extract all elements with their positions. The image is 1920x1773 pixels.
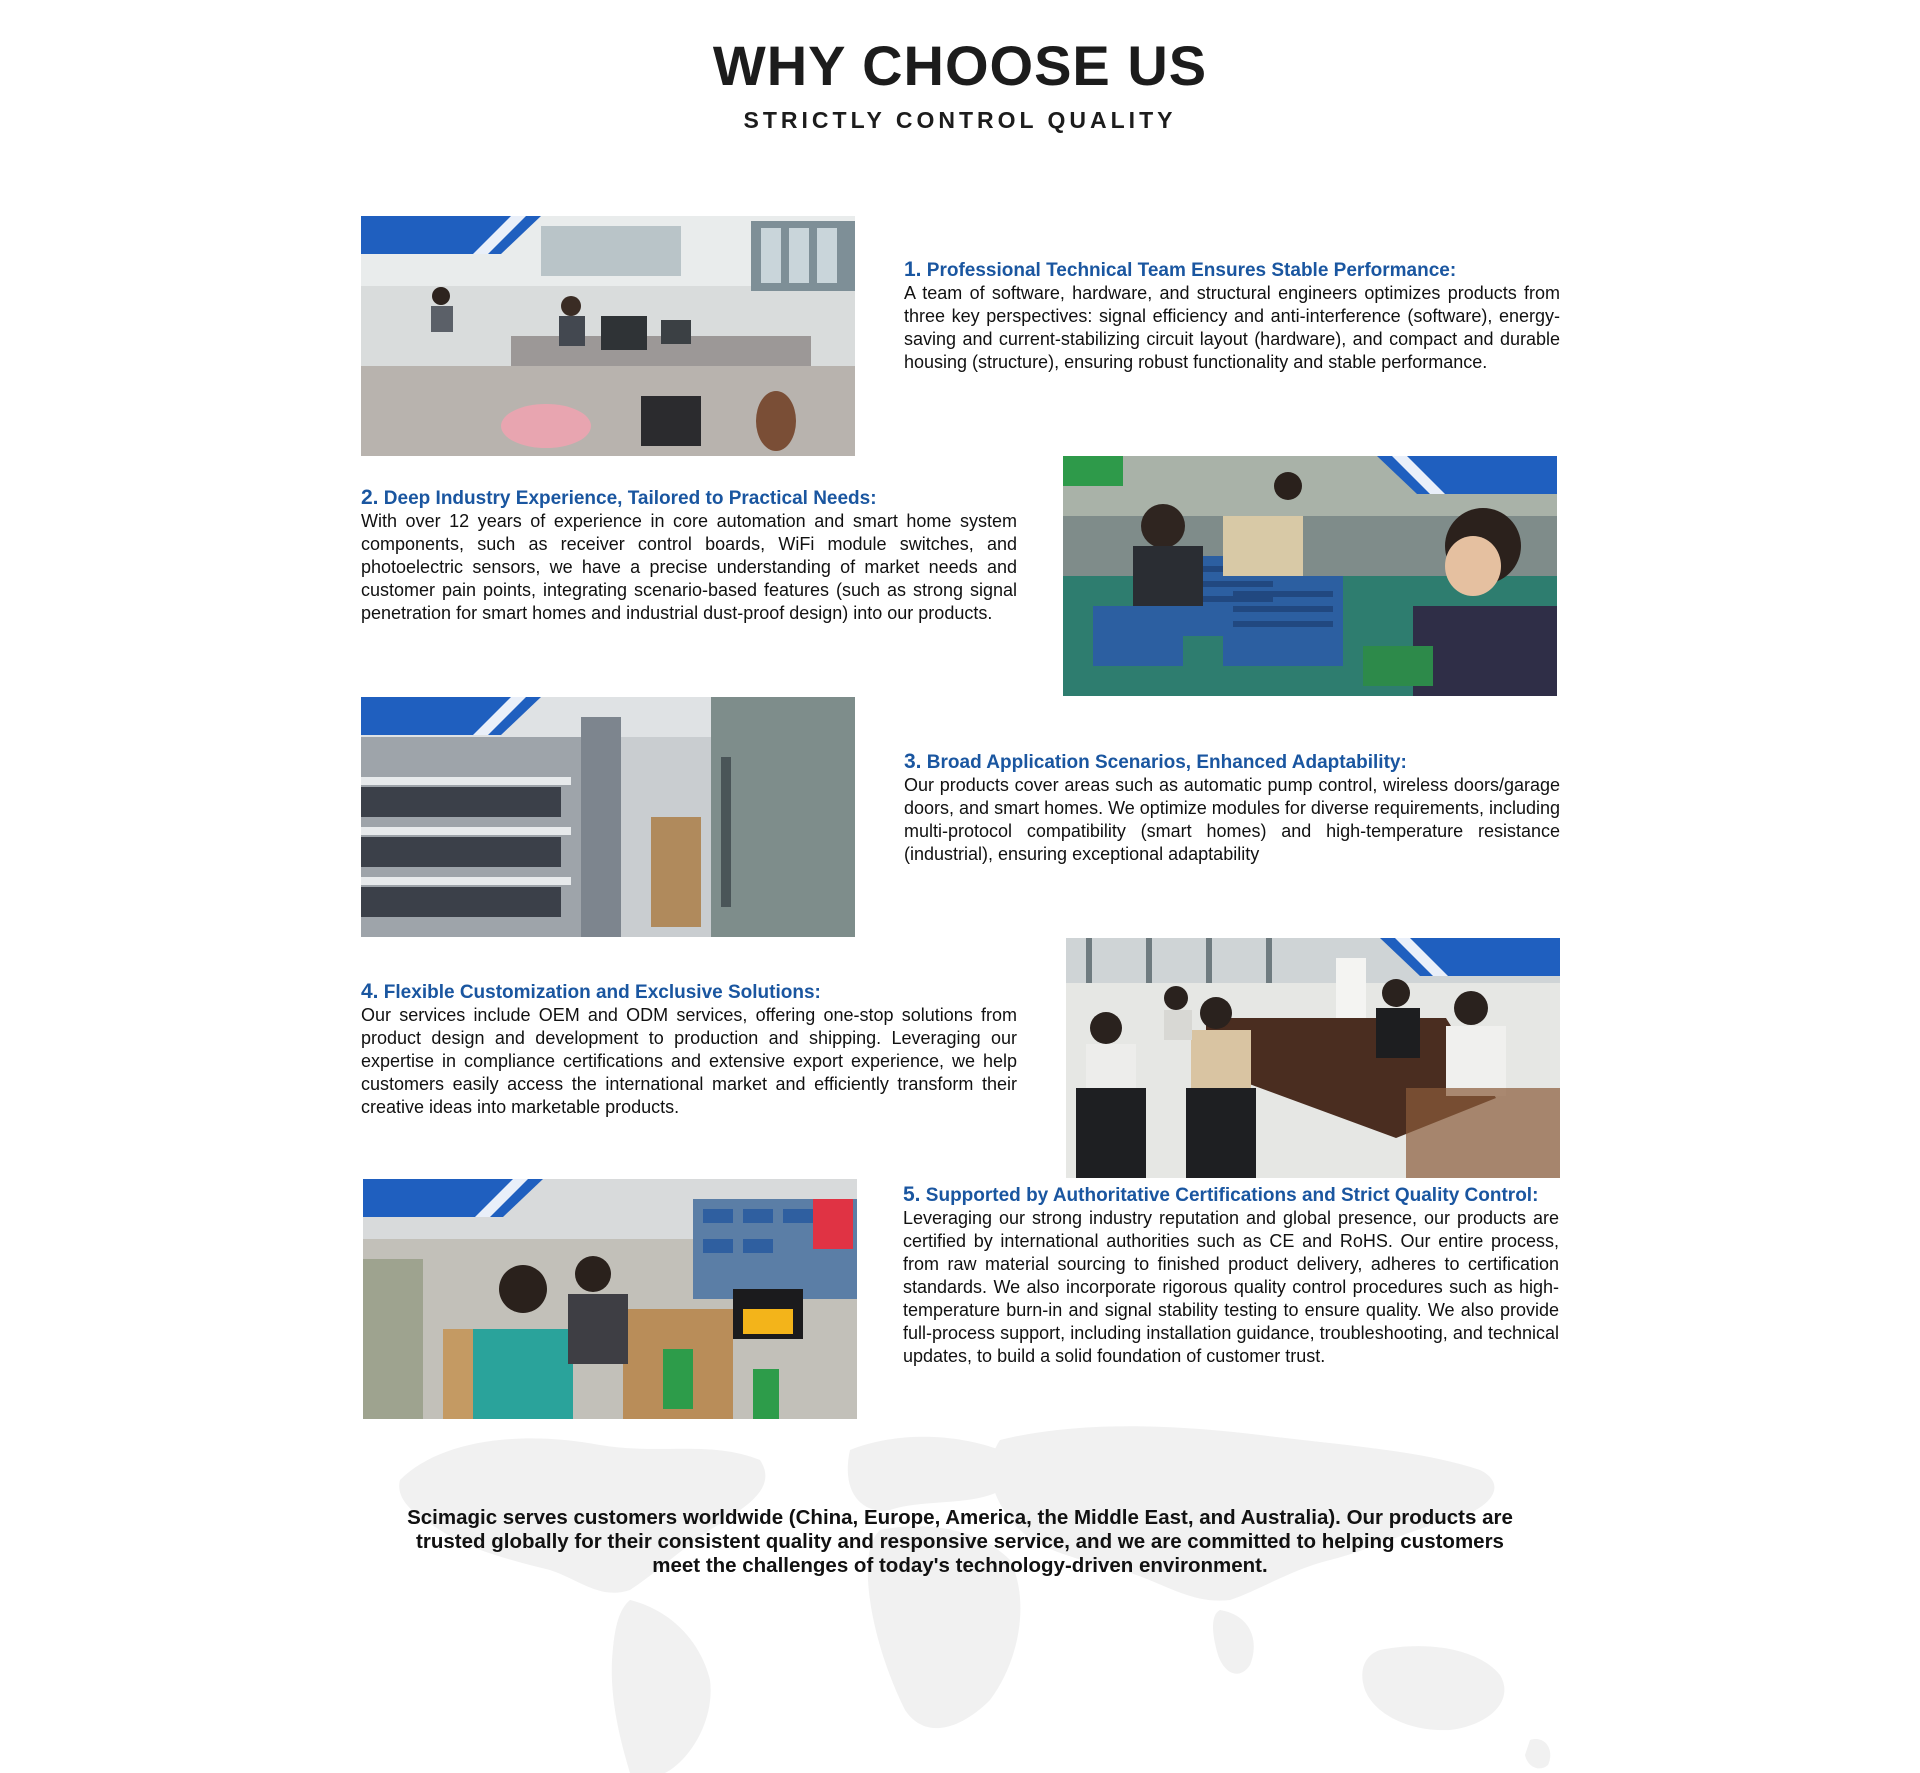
section-5 [903,1183,1559,1368]
section-4-body: Our services include OEM and ODM services, offering one-stop solutions from product design and development to production and shipping. Leveraging our expertise in compliance certifications and extensive export experience, we help customers easily access the international market and efficiently transform their creative ideas into marketable products. [361,1005,1017,1117]
page-title: WHY CHOOSE US [712,34,1208,97]
section-3-heading [904,750,1560,774]
office-photo [361,216,855,456]
section-3-body: Our products cover areas such as automatic pump control, wireless doors/garage doors, and smart homes. We optimize modules for diverse requirements, including multi-protocol compatibility (smart homes) and high-temperature resistance (industrial), ensuring exceptional adaptability [904,775,1560,864]
section-3-title: Broad Application Scenarios, Enhanced Adaptability: [926,752,1407,773]
page-subtitle: STRICTLY CONTROL QUALITY [743,107,1177,133]
section-2-number: 2. [361,486,379,509]
section-1-body: A team of software, hardware, and structural engineers optimizes products from three key perspectives: signal efficiency and anti-interference (software), energy-saving and current-stabilizing circuit layout (hardware), and compact and durable housing (structure), ensuring robust functionality and stable performance. [904,283,1560,372]
section-1-title: Professional Technical Team Ensures Stable Performance: [926,260,1457,281]
closing-statement: Scimagic serves customers worldwide (China, Europe, America, the Middle East, and Australia). Our products are trusted globally for their consistent quality and responsive service, and we are committed to helping customers meet the challenges of today's technology-driven environment. [407,1506,1513,1577]
section-2-title: Deep Industry Experience, Tailored to Practical Needs: [383,488,877,509]
section-5-heading [903,1183,1559,1207]
section-2-heading [361,486,1017,510]
section-3 [904,750,1560,866]
warehouse-photo [361,697,855,937]
section-4-heading [361,980,1017,1004]
section-4 [361,980,1017,1119]
section-4-title: Flexible Customization and Exclusive Solutions: [383,982,821,1003]
meeting-photo [1066,938,1560,1178]
world-map-background [380,1400,1600,1773]
section-5-body: Leveraging our strong industry reputation and global presence, our products are certified by international authorities such as CE and RoHS. Our entire process, from raw material sourcing to finished product delivery, adheres to certification standards. We also incorporate rigorous quality control procedures such as high-temperature burn-in and signal stability testing to ensure quality. We also provide full-process support, including installation guidance, troubleshooting, and technical updates, to build a solid foundation of customer trust. [903,1208,1559,1366]
section-1-heading [904,258,1560,282]
section-1-number: 1. [904,258,922,281]
assembly-line-photo [1063,456,1557,696]
section-3-number: 3. [904,750,922,773]
section-1 [904,258,1560,374]
section-2-body: With over 12 years of experience in core automation and smart home system components, such as receiver control boards, WiFi module switches, and photoelectric sensors, we have a precise understanding of market needs and customer pain points, integrating scenario-based features (such as strong signal penetration for smart homes and industrial dust-proof design) into our products. [361,511,1017,623]
section-5-title: Supported by Authoritative Certifications and Strict Quality Control: [925,1185,1539,1206]
section-4-number: 4. [361,980,379,1003]
section-5-number: 5. [903,1183,921,1206]
packing-photo [363,1179,857,1419]
section-2 [361,486,1017,625]
